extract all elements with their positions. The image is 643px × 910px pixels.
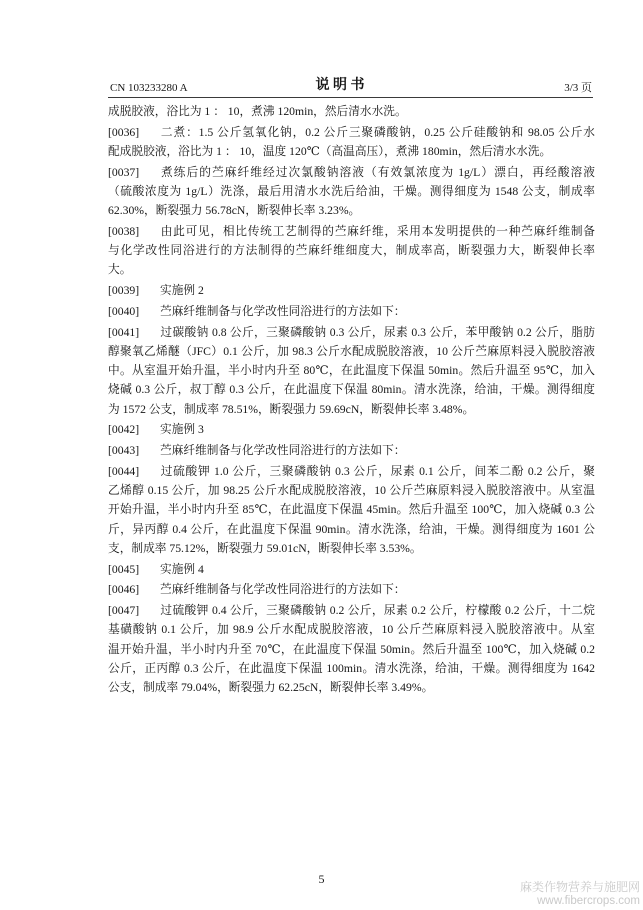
paragraph-line: 公支，制成率 79.04%，断裂强力 62.25cN，断裂伸长率 3.49%。 — [108, 681, 434, 695]
paragraph-line: 开始升温，半小时内升至 85℃，在此温度下保温 45min。然后升温至 100℃，加入烧碱 0.3 公 — [108, 503, 595, 517]
paragraph-line: 与化学改性同浴进行的方法制得的苎麻纤维细度大，制成率高，断裂强力大，断裂伸长率 — [108, 244, 595, 258]
page-header — [108, 78, 593, 98]
paragraph-0047 — [108, 601, 595, 697]
watermark-url: www.fibercrops.com — [537, 895, 640, 907]
paragraph-line — [108, 222, 595, 241]
paragraph-text: 苎麻纤维制备与化学改性同浴进行的方法如下： — [160, 583, 406, 597]
paragraph-0044 — [108, 462, 595, 558]
paragraph-text: 二煮：1.5 公斤氢氧化钠，0.2 公斤三聚磷酸钠，0.25 公斤硅酸钠和 98.05 公斤水 — [160, 125, 595, 139]
paragraph-line: 烧碱 0.3 公斤，叔丁醇 0.3 公斤，在此温度下保温 80min。清水洗涤，给油，干燥。测得细度 — [108, 383, 595, 397]
page-number: 5 — [318, 872, 325, 886]
paragraph-number: [0045] — [108, 562, 140, 576]
paragraph-line — [108, 123, 595, 142]
paragraph-0042 — [108, 420, 595, 439]
paragraph-line — [108, 420, 595, 439]
watermark-site-name: 麻类作物营养与施肥网 — [519, 880, 640, 894]
paragraph-line — [108, 462, 595, 481]
paragraph-line: 公斤，正丙醇 0.3 公斤，在此温度下保温 100min。清水洗涤，给油，干燥。测得细度为 1642 — [108, 661, 595, 675]
paragraph-line: 斤，异丙醇 0.4 公斤，在此温度下保温 90min。清水洗涤，给油，干燥。测得细度为 1601 公 — [108, 522, 595, 536]
paragraph-0046 — [108, 580, 595, 599]
paragraph-continuation — [108, 102, 595, 121]
paragraph-number: [0043] — [108, 444, 140, 458]
paragraph-line — [108, 601, 595, 620]
paragraph-line: 支，制成率 75.12%，断裂强力 59.01cN，断裂伸长率 3.53%。 — [108, 541, 422, 555]
paragraph-text: 过硫酸钾 1.0 公斤，三聚磷酸钠 0.3 公斤，尿素 0.1 公斤，间苯二酚 0.2 公斤，聚 — [160, 465, 595, 478]
watermark — [520, 880, 640, 908]
paragraph-0037 — [108, 163, 595, 221]
document-body — [108, 102, 595, 697]
paragraph-text: 由此可见，相比传统工艺制得的苎麻纤维，采用本发明提供的一种苎麻纤维制备 — [160, 225, 595, 238]
paragraph-number: [0036] — [108, 125, 140, 139]
paragraph-line: 为 1572 公支，制成率 78.51%，断裂强力 59.69cN，断裂伸长率 3.48%。 — [108, 402, 475, 416]
paragraph-number: [0037] — [108, 165, 140, 179]
paragraph-line: 温开始升温，半小时内升至 70℃，在此温度下保温 50min。然后升温至 100℃，加入烧碱 0.2 — [108, 642, 595, 656]
paragraph-0036 — [108, 123, 595, 161]
paragraph-line: 乙烯醇 0.15 公斤，加 98.25 公斤水配成脱胶溶液，10 公斤苎麻原料浸入脱胶溶液中。从室温 — [108, 484, 595, 498]
paragraph-text: 苎麻纤维制备与化学改性同浴进行的方法如下： — [160, 305, 406, 318]
example-heading: 实施例 3 — [160, 423, 204, 437]
paragraph-line — [108, 281, 595, 300]
paragraph-line: 大。 — [108, 263, 132, 277]
example-heading: 实施例 2 — [160, 284, 204, 298]
paragraph-line: 中。从室温开始升温，半小时内升至 80℃，在此温度下保温 50min。然后升温至 95℃，加入 — [108, 364, 595, 378]
example-heading: 实施例 4 — [160, 562, 204, 576]
paragraph-text: 过硫酸钾 0.4 公斤，三聚磷酸钠 0.2 公斤，尿素 0.2 公斤，柠檬酸 0.2 公斤，十二烷 — [160, 604, 595, 618]
paragraph-line: 基磺酸钠 0.1 公斤，加 98.9 公斤水配成脱胶溶液，10 公斤苎麻原料浸入脱胶溶液中。从室 — [108, 623, 595, 637]
paragraph-line — [108, 323, 595, 342]
paragraph-number: [0047] — [108, 604, 140, 618]
paragraph-0041 — [108, 323, 595, 419]
page-count: 3/3 页 — [564, 82, 592, 94]
paragraph-number: [0042] — [108, 423, 140, 437]
paragraph-line: （硫酸浓度为 1g/L）洗涤，最后用清水水洗后给油，干燥。测得细度为 1548 公支，制成率 — [108, 185, 595, 198]
paragraph-number: [0039] — [108, 284, 140, 298]
paragraph-number: [0038] — [108, 225, 140, 238]
paragraph-text: 煮练后的苎麻纤维经过次氯酸钠溶液（有效氯浓度为 1g/L）漂白，再经酸溶液 — [160, 165, 595, 179]
paragraph-line: 62.30%，断裂强力 56.78cN，断裂伸长率 3.23%。 — [108, 204, 361, 218]
paragraph-line: 配成脱胶液，浴比为 1 ： 10，温度 120℃（高温高压），煮沸 180min，然后清水水洗。 — [108, 145, 552, 158]
paragraph-number: [0041] — [108, 325, 140, 339]
paragraph-text: 过碳酸钠 0.8 公斤，三聚磷酸钠 0.3 公斤，尿素 0.3 公斤，苯甲酸钠 0.2 公斤，脂肪 — [160, 325, 595, 339]
paragraph-number: [0044] — [108, 465, 140, 478]
publication-number: CN 103233280 A — [110, 82, 188, 94]
paragraph-text: 苎麻纤维制备与化学改性同浴进行的方法如下： — [160, 444, 406, 458]
paragraph-line — [108, 163, 595, 182]
paragraph-0043 — [108, 441, 595, 460]
paragraph-0045 — [108, 560, 595, 579]
paragraph-number: [0046] — [108, 583, 140, 597]
paragraph-0038 — [108, 222, 595, 280]
paragraph-line — [108, 560, 595, 579]
paragraph-0039 — [108, 281, 595, 300]
paragraph-line — [108, 580, 595, 599]
paragraph-line: 醇聚氧乙烯醚（JFC）0.1 公斤，加 98.3 公斤水配成脱胶溶液，10 公斤苎麻原料浸入脱胶溶液 — [108, 345, 595, 358]
paragraph-line — [108, 441, 595, 460]
paragraph-line — [108, 302, 595, 321]
paragraph-number: [0040] — [108, 305, 140, 318]
paragraph-line: 成脱胶液，浴比为 1 ： 10，煮沸 120min，然后清水水洗。 — [108, 105, 407, 118]
document-title: 说 明 书 — [315, 78, 365, 93]
paragraph-0040 — [108, 302, 595, 321]
